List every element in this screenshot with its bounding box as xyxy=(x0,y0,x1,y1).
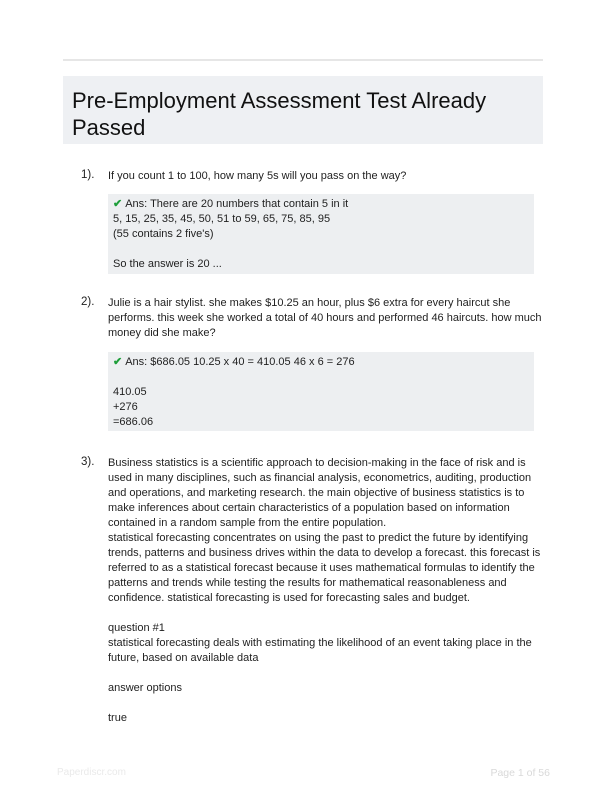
question-text xyxy=(108,296,543,341)
answer-line: (55 contains 2 five's) xyxy=(113,228,214,240)
answer-box xyxy=(108,194,534,274)
question-line: referred to as a statistical forecast because it uses mathematical formulas to identify the xyxy=(108,562,535,574)
top-divider xyxy=(63,59,543,61)
answer-text: Ans: There are 20 numbers that contain 5 in it xyxy=(125,198,349,210)
check-icon: ✔ xyxy=(113,356,123,368)
question-line: contained in a random sample from the entire population. xyxy=(108,517,387,529)
footer-watermark: Paperdiscr.com xyxy=(57,767,126,778)
question-line: confidence. statistical forecasting is used for forecasting sales and budget. xyxy=(108,592,470,604)
page-number: Page 1 of 56 xyxy=(490,767,550,779)
question-line: money did she make? xyxy=(108,327,216,339)
answer-line xyxy=(113,370,529,385)
question-line: make inferences about certain characteristics of a population based on information xyxy=(108,502,510,514)
answer-line xyxy=(113,355,529,370)
question-line: Business statistics is a scientific approach to decision-making in the face of risk and is xyxy=(108,457,526,469)
answer-line: +276 xyxy=(113,401,138,413)
title-banner xyxy=(63,76,543,144)
answer-box xyxy=(108,352,534,431)
question-line: used in many disciplines, such as financial analysis, econometrics, auditing, production xyxy=(108,472,532,484)
question-text xyxy=(108,169,543,184)
answer-options-label: answer options xyxy=(108,682,182,694)
question-line xyxy=(108,696,543,711)
page-title: Pre-Employment Assessment Test Already Passed xyxy=(72,88,487,140)
question-number: 2). xyxy=(81,296,95,308)
question-line xyxy=(108,666,543,681)
question-line: statistical forecasting concentrates on using the past to predict the future by identifying xyxy=(108,532,529,544)
question-line: performs. this week she worked a total of 40 hours and performed 46 haircuts. how much xyxy=(108,312,542,324)
answer-line xyxy=(113,242,529,257)
question-line: future, based on available data xyxy=(108,652,259,664)
answer-option: true xyxy=(108,712,127,724)
answer-line: =686.06 xyxy=(113,416,154,428)
question-line: statistical forecasting deals with estimating the likelihood of an event taking place in the xyxy=(108,637,532,649)
question-line xyxy=(108,606,543,621)
answer-line: 5, 15, 25, 35, 45, 50, 51 to 59, 65, 75, 85, 95 xyxy=(113,213,331,225)
question-line: patterns and trends while testing the results for mathematical reasonableness and xyxy=(108,577,507,589)
question-number: 1). xyxy=(81,169,95,181)
question-line: If you count 1 to 100, how many 5s will you pass on the way? xyxy=(108,170,407,182)
answer-line: 410.05 xyxy=(113,386,147,398)
check-icon: ✔ xyxy=(113,198,123,210)
question-text xyxy=(108,456,543,726)
question-line: trends, patterns and business drives within the data to develop a forecast. this forecast is xyxy=(108,547,541,559)
answer-line: So the answer is 20 ... xyxy=(113,258,222,270)
question-number: 3). xyxy=(81,456,95,468)
question-line: Julie is a hair stylist. she makes $10.25 an hour, plus $6 extra for every haircut she xyxy=(108,297,511,309)
sub-question-label: question #1 xyxy=(108,622,165,634)
answer-line xyxy=(113,197,529,212)
question-line: and operations, and marketing research. the main objective of business statistics is to xyxy=(108,487,525,499)
answer-text: Ans: $686.05 10.25 x 40 = 410.05 46 x 6 = 276 xyxy=(125,356,355,368)
